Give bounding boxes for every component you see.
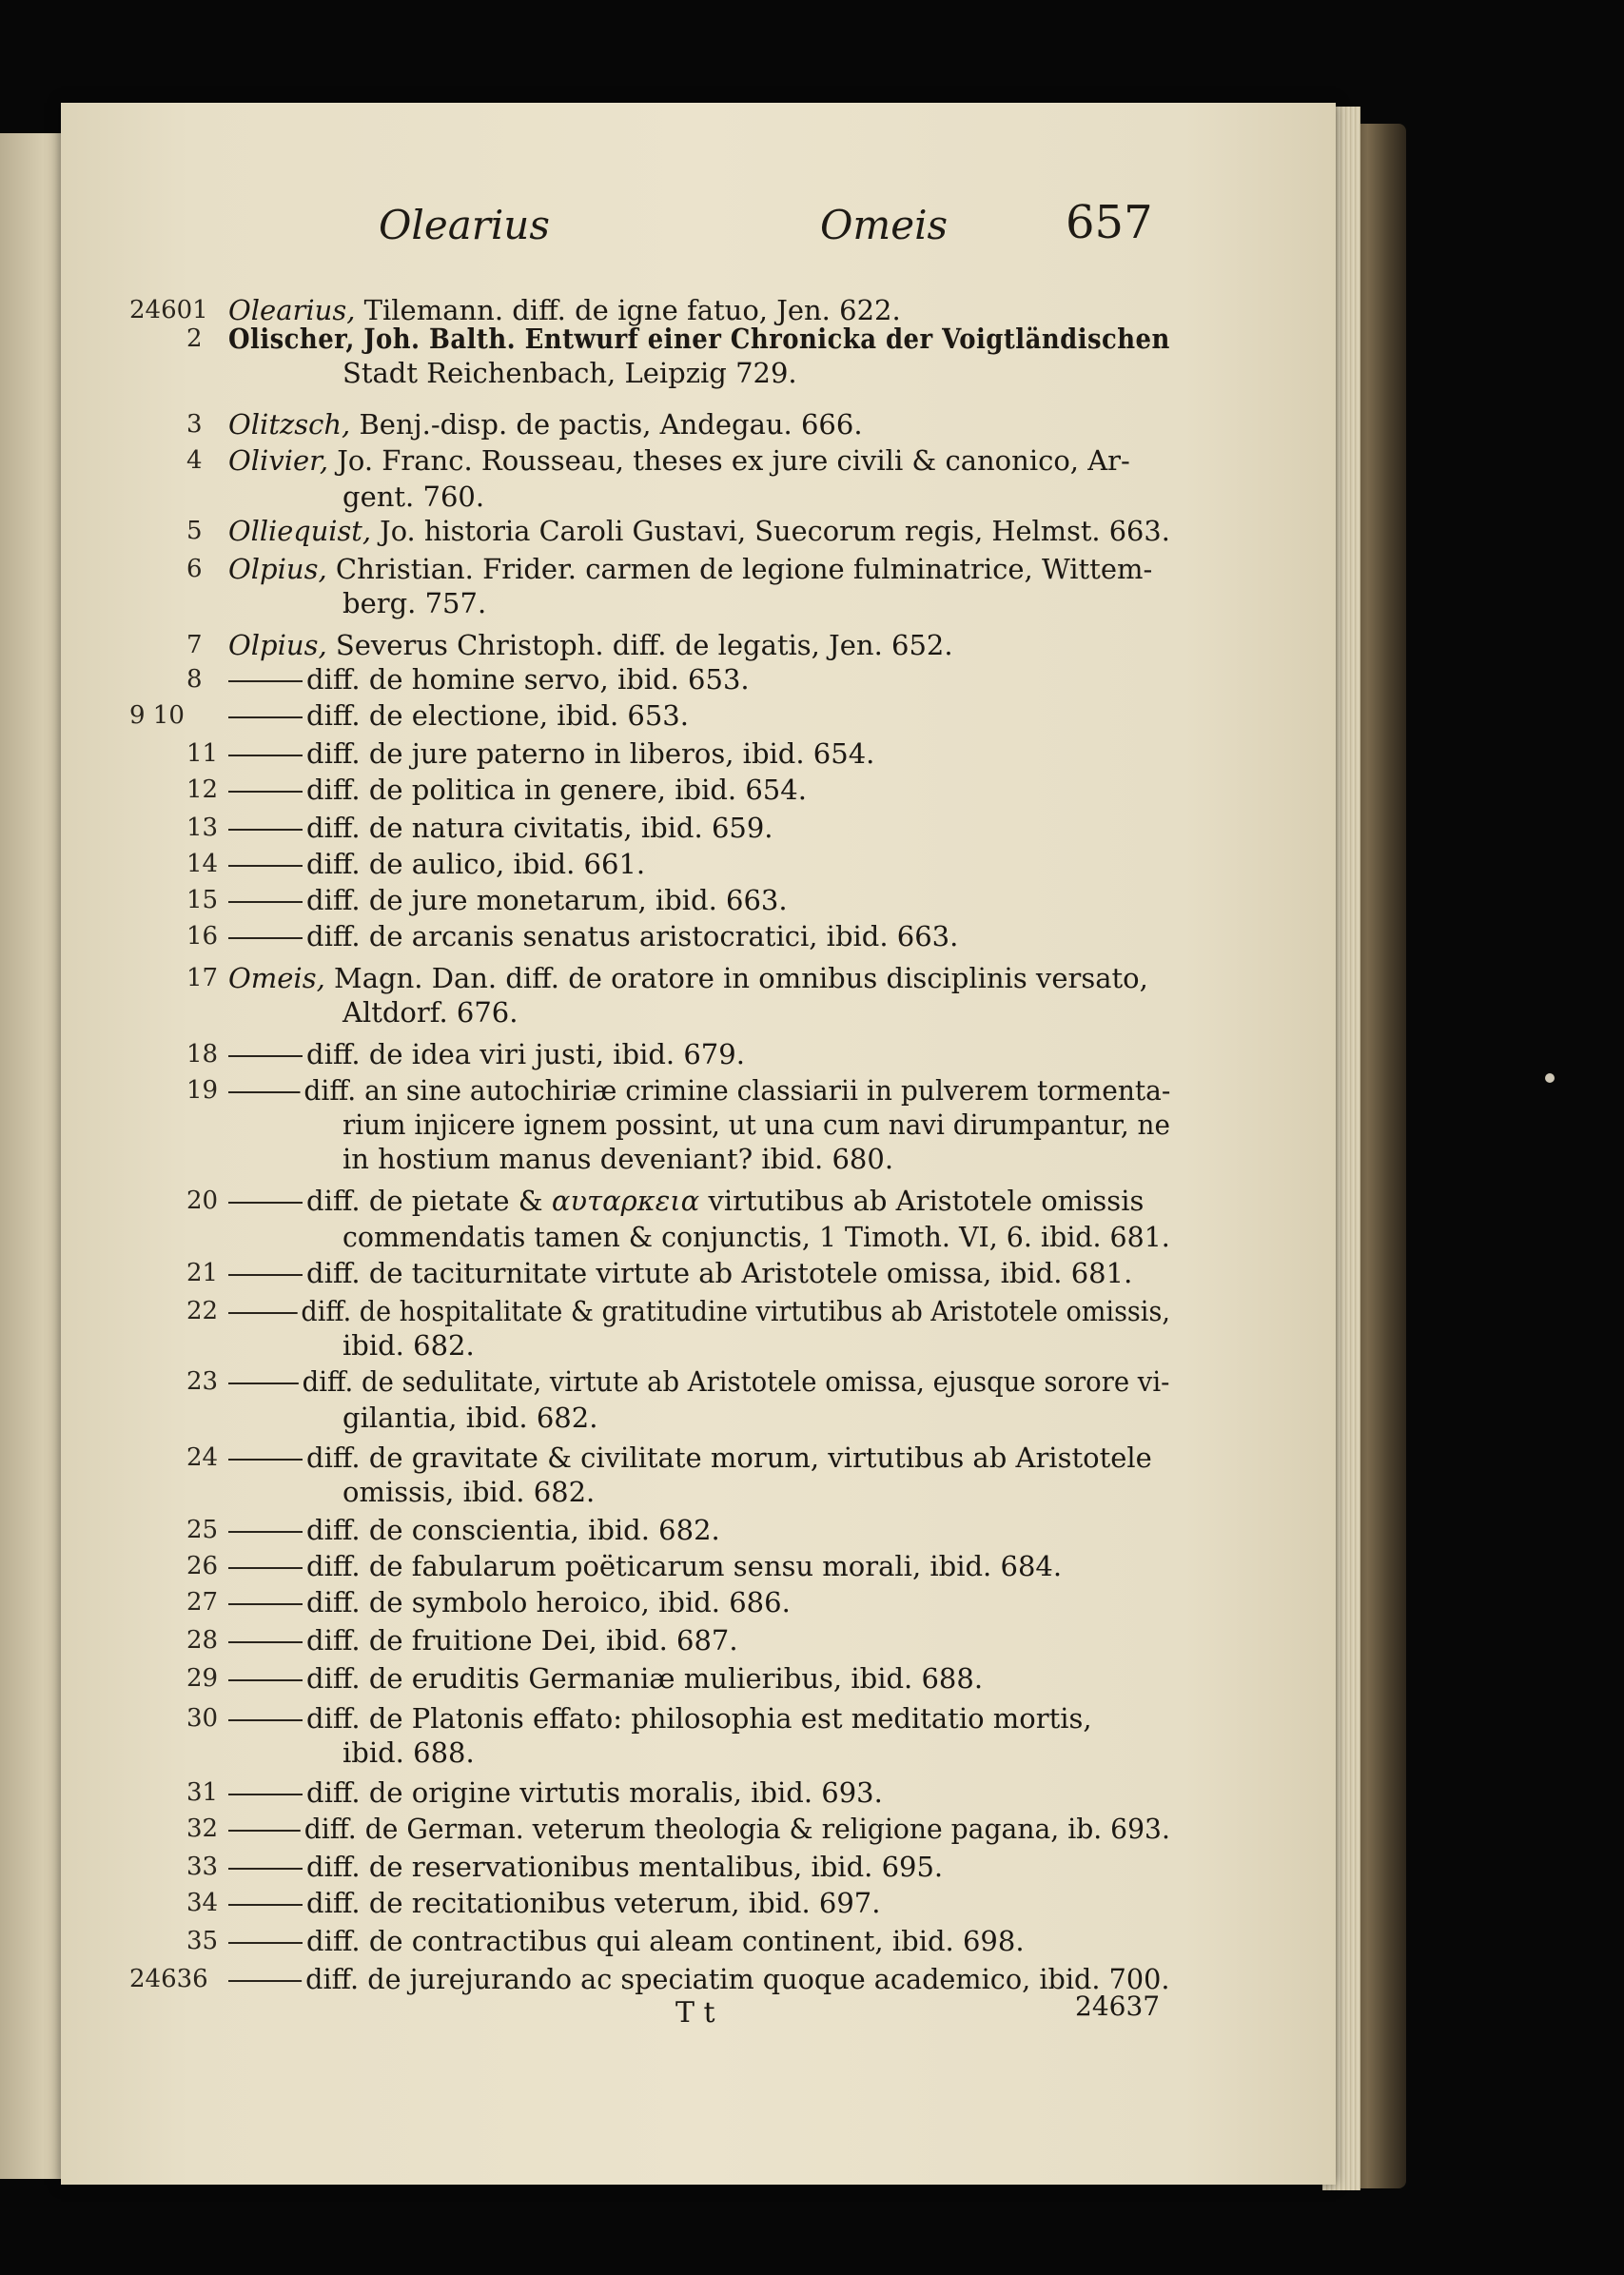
entry-number: 2 <box>186 324 203 353</box>
entry-text: Christian. Frider. carmen de legione fulminatrice, Wittem- <box>335 553 1153 585</box>
entry-line <box>228 443 1130 478</box>
entry-line <box>228 1364 1169 1399</box>
entry-text: Jo. historia Caroli Gustavi, Suecorum regis, Helmst. 663. <box>380 515 1170 547</box>
entry-text: diff. de eruditis Germaniæ mulieribus, ibid. 688. <box>306 1662 984 1695</box>
entry-number: 8 <box>186 665 203 694</box>
entry-line <box>228 1701 1092 1736</box>
entry-continuation: gent. 760. <box>342 480 485 513</box>
entry-line <box>228 847 645 881</box>
entry-continuation: gilantia, ibid. 682. <box>342 1402 598 1434</box>
ditto-dash <box>228 901 303 903</box>
entry-number: 6 <box>186 555 203 583</box>
ditto-dash <box>228 1868 303 1870</box>
entry-text: diff. de jure paterno in liberos, ibid. 654. <box>306 737 875 770</box>
entry-number: 18 <box>186 1040 219 1069</box>
entry-number: 11 <box>186 739 219 768</box>
entry-text: diff. de Platonis effato: philosophia est meditatio mortis, <box>306 1702 1092 1735</box>
entry-number: 7 <box>186 631 203 659</box>
entry-line <box>228 322 1170 356</box>
entry-number: 16 <box>186 922 219 951</box>
entry-number: 32 <box>186 1814 219 1843</box>
entry-text: virtutibus ab Aristotele omissis <box>708 1185 1145 1217</box>
entry-number: 22 <box>186 1297 219 1325</box>
entry-number: 25 <box>186 1516 219 1544</box>
entry-text: diff. de idea viri justi, ibid. 679. <box>306 1038 745 1070</box>
entry-number: 23 <box>186 1367 219 1396</box>
entry-continuation: ibid. 682. <box>342 1329 475 1362</box>
ditto-dash <box>228 1679 303 1681</box>
entry-number: 17 <box>186 964 219 992</box>
entry-text: diff. de politica in genere, ibid. 654. <box>306 774 807 806</box>
entry-number: 14 <box>186 850 219 878</box>
entry-line <box>228 883 788 917</box>
entry-text: diff. de gravitate & civilitate morum, virtutibus ab Aristotele <box>306 1441 1152 1474</box>
entry-text: diff. de contractibus qui aleam continent, ibid. 698. <box>306 1925 1025 1957</box>
ditto-dash <box>228 716 303 718</box>
author-name: Olliequist, <box>228 515 371 547</box>
ditto-dash <box>228 1312 298 1314</box>
entry-number: 24601 <box>129 296 208 324</box>
running-head-left: Olearius <box>379 202 550 248</box>
entry-text: diff. de aulico, ibid. 661. <box>306 848 646 880</box>
ditto-dash <box>228 1794 303 1795</box>
entry-number: 31 <box>186 1778 219 1807</box>
ditto-dash <box>228 1459 303 1461</box>
entry-line <box>228 736 874 771</box>
ditto-dash <box>228 1202 303 1204</box>
entry-line <box>228 1924 1025 1958</box>
entry-line <box>228 1184 1144 1218</box>
entry-line <box>228 628 953 662</box>
entry-line <box>228 552 1152 586</box>
ditto-dash <box>228 829 303 831</box>
ditto-dash <box>228 937 303 939</box>
entry-text: diff. de symbolo heroico, ibid. 686. <box>306 1586 791 1618</box>
ditto-dash <box>228 1531 303 1533</box>
entry-text: diff. de electione, ibid. 653. <box>306 699 689 732</box>
ditto-dash <box>228 1091 301 1093</box>
page-number: 657 <box>1066 196 1153 249</box>
ditto-dash <box>228 1641 303 1643</box>
entry-text: diff. de natura civitatis, ibid. 659. <box>306 812 773 844</box>
entry-line <box>228 1775 883 1810</box>
entry-number: 35 <box>186 1927 219 1955</box>
entry-number: 33 <box>186 1853 219 1881</box>
entry-continuation: Altdorf. 676. <box>342 996 519 1029</box>
entry-line <box>228 1886 880 1920</box>
entry-text: diff. de jure monetarum, ibid. 663. <box>306 884 788 916</box>
ditto-dash <box>228 680 303 682</box>
ditto-dash <box>228 1830 301 1832</box>
entry-text: diff. de homine servo, ibid. 653. <box>306 663 750 696</box>
entry-line <box>228 1294 1170 1328</box>
ditto-dash <box>228 1274 303 1276</box>
entry-text: diff. an sine autochiriæ crimine classiarii in pulverem tormenta- <box>303 1074 1171 1107</box>
entry-line <box>228 1256 1132 1290</box>
entry-line <box>228 1962 1169 1996</box>
entry-number: 20 <box>186 1187 219 1215</box>
entry-continuation: in hostium manus deveniant? ibid. 680. <box>342 1143 894 1175</box>
entry-number: 34 <box>186 1889 219 1917</box>
fraktur-title: Olischer, Joh. Balth. Entwurf einer Chronicka der Voigtländischen <box>228 323 1170 355</box>
entry-line <box>228 811 773 845</box>
entry-line <box>228 514 1170 548</box>
entry-text: diff. de sedulitate, virtute ab Aristotele omissa, ejusque sorore vi- <box>302 1365 1170 1398</box>
entry-number: 30 <box>186 1704 219 1733</box>
entry-continuation: berg. 757. <box>342 587 487 619</box>
entry-text: diff. de fruitione Dei, ibid. 687. <box>306 1624 738 1657</box>
entry-line <box>228 1441 1152 1475</box>
entry-number: 27 <box>186 1588 219 1617</box>
author-name: Olearius, <box>228 294 356 326</box>
entry-line <box>228 1073 1170 1108</box>
entry-number: 5 <box>186 517 203 545</box>
entry-number: 9 10 <box>129 701 185 730</box>
ditto-dash <box>228 755 303 756</box>
entry-continuation: rium injicere ignem possint, ut una cum navi dirumpantur, ne <box>342 1108 1170 1141</box>
entry-number: 24636 <box>129 1965 208 1993</box>
entry-line <box>228 662 750 696</box>
entry-line <box>228 1513 720 1547</box>
ditto-dash <box>228 1719 303 1721</box>
author-name: Olpius, <box>228 553 327 585</box>
entry-line <box>228 407 863 441</box>
ditto-dash <box>228 791 303 793</box>
entry-line <box>228 919 958 953</box>
entry-text: Magn. Dan. diff. de oratore in omnibus disciplinis versato, <box>334 962 1148 994</box>
entry-line <box>228 1549 1062 1583</box>
entry-number: 3 <box>186 410 203 439</box>
ditto-dash <box>228 1055 303 1057</box>
ditto-dash <box>228 1603 303 1605</box>
entry-continuation: omissis, ibid. 682. <box>342 1476 596 1508</box>
entry-line <box>228 1585 791 1619</box>
ditto-dash <box>228 1980 302 1982</box>
author-name: Olivier, <box>228 444 329 477</box>
entry-text: diff. de fabularum poëticarum sensu morali, ibid. 684. <box>306 1550 1063 1582</box>
entry-line <box>228 1037 745 1071</box>
entry-text: Tilemann. diff. de igne fatuo, Jen. 622. <box>363 294 901 326</box>
dust-speck <box>1545 1073 1555 1083</box>
author-name: Omeis, <box>228 962 325 994</box>
entry-number: 19 <box>186 1076 219 1105</box>
ditto-dash <box>228 1383 299 1384</box>
entry-text: diff. de hospitalitate & gratitudine virtutibus ab Aristotele omissis, <box>301 1295 1170 1327</box>
entry-line <box>228 773 807 807</box>
entry-text: diff. de jurejurando ac speciatim quoque academico, ibid. 700. <box>305 1963 1170 1995</box>
entry-line <box>228 961 1148 995</box>
entry-number: 12 <box>186 775 219 804</box>
ditto-dash <box>228 1904 303 1906</box>
entry-text: diff. de origine virtutis moralis, ibid. 693. <box>306 1776 883 1809</box>
greek-word: αυταρκεια <box>551 1185 700 1217</box>
entry-number: 4 <box>186 446 203 475</box>
entry-number: 24 <box>186 1443 219 1472</box>
entry-continuation: Stadt Reichenbach, Leipzig 729. <box>342 357 797 389</box>
entry-line <box>228 1812 1170 1846</box>
entry-text: diff. de arcanis senatus aristocratici, ibid. 663. <box>306 920 959 952</box>
entry-number: 29 <box>186 1664 219 1693</box>
running-head-center: Omeis <box>820 202 949 248</box>
entry-number: 15 <box>186 886 219 914</box>
author-name: Olpius, <box>228 629 327 661</box>
entry-text: diff. de conscientia, ibid. 682. <box>306 1514 720 1546</box>
entry-line <box>228 1661 983 1696</box>
ditto-dash <box>228 1942 303 1944</box>
entry-line <box>228 1623 738 1657</box>
entry-text: diff. de recitationibus veterum, ibid. 697. <box>306 1887 881 1919</box>
entry-text: Benj.-disp. de pactis, Andegau. 666. <box>359 408 863 441</box>
entry-number: 21 <box>186 1259 219 1287</box>
ditto-dash <box>228 865 303 867</box>
entry-number: 28 <box>186 1626 219 1655</box>
entry-continuation: commendatis tamen & conjunctis, 1 Timoth. VI, 6. ibid. 681. <box>342 1221 1170 1253</box>
entry-text: diff. de German. veterum theologia & religione pagana, ib. 693. <box>303 1813 1170 1845</box>
entry-number: 26 <box>186 1552 219 1580</box>
entry-text: Severus Christoph. diff. de legatis, Jen. 652. <box>335 629 953 661</box>
entry-text: Jo. Franc. Rousseau, theses ex jure civili & canonico, Ar- <box>337 444 1130 477</box>
entry-continuation: ibid. 688. <box>342 1736 475 1769</box>
entry-text: diff. de taciturnitate virtute ab Aristotele omissa, ibid. 681. <box>306 1257 1133 1289</box>
entry-text: diff. de pietate & <box>306 1185 543 1217</box>
ditto-dash <box>228 1567 303 1569</box>
entry-line <box>228 1850 943 1884</box>
entry-line <box>228 698 689 733</box>
catchword: 24637 <box>1075 1991 1161 2022</box>
entry-text: diff. de reservationibus mentalibus, ibid. 695. <box>306 1851 944 1883</box>
author-name: Olitzsch, <box>228 408 351 441</box>
entry-number: 13 <box>186 814 219 842</box>
signature-mark: T t <box>675 1996 715 2030</box>
